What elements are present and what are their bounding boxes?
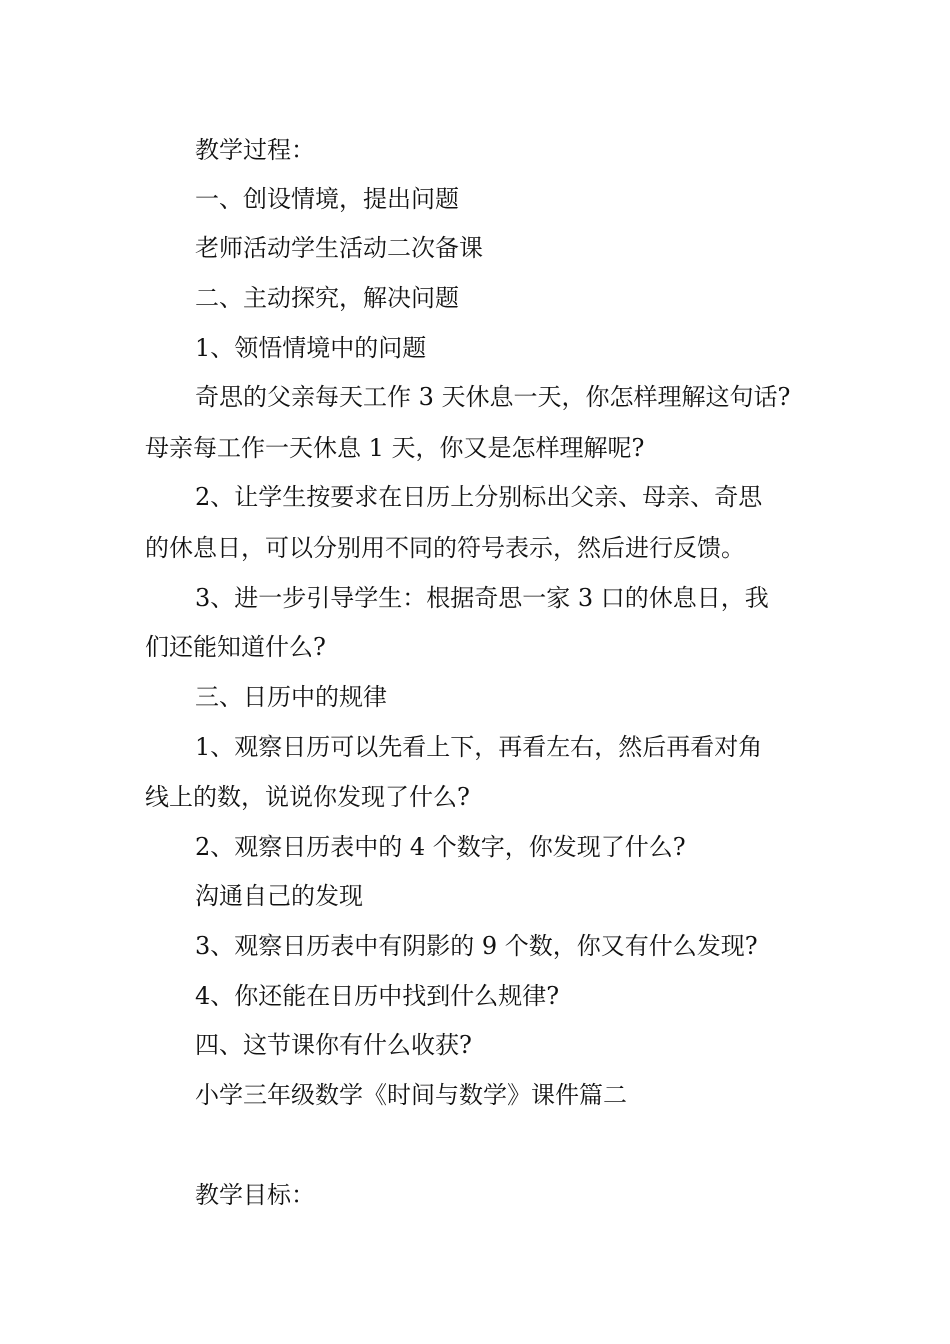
section-two-heading: 二、主动探究，解决问题 xyxy=(195,284,459,312)
paragraph-line: 2、让学生按要求在日历上分别标出父亲、母亲、奇思 xyxy=(195,483,763,511)
activity-columns-line: 老师活动学生活动二次备课 xyxy=(195,234,483,262)
paragraph-line: 线上的数，说说你发现了什么? xyxy=(145,783,470,811)
paragraph-line: 们还能知道什么? xyxy=(145,633,326,661)
paragraph-line: 奇思的父亲每天工作 3 天休息一天，你怎样理解这句话? xyxy=(195,383,791,411)
paragraph-line: 2、观察日历表中的 4 个数字，你发现了什么? xyxy=(195,833,686,861)
paragraph-line: 3、进一步引导学生：根据奇思一家 3 口的休息日，我 xyxy=(195,584,769,612)
paragraph-line: 3、观察日历表中有阴影的 9 个数，你又有什么发现? xyxy=(195,932,758,960)
paragraph-line: 母亲每工作一天休息 1 天，你又是怎样理解呢? xyxy=(145,434,645,462)
article-part-two-title: 小学三年级数学《时间与数学》课件篇二 xyxy=(195,1081,627,1109)
heading-teaching-process: 教学过程： xyxy=(195,136,315,164)
paragraph-line: 沟通自己的发现 xyxy=(195,882,363,910)
paragraph-line: 1、观察日历可以先看上下，再看左右，然后再看对角 xyxy=(195,733,763,761)
paragraph-line: 4、你还能在日历中找到什么规律? xyxy=(195,982,560,1010)
heading-teaching-goals: 教学目标： xyxy=(195,1181,315,1209)
step-1-heading: 1、领悟情境中的问题 xyxy=(195,334,427,362)
section-four-heading: 四、这节课你有什么收获? xyxy=(195,1031,472,1059)
section-one-heading: 一、创设情境，提出问题 xyxy=(195,185,459,213)
paragraph-line: 的休息日，可以分别用不同的符号表示，然后进行反馈。 xyxy=(145,534,745,562)
section-three-heading: 三、日历中的规律 xyxy=(195,683,387,711)
